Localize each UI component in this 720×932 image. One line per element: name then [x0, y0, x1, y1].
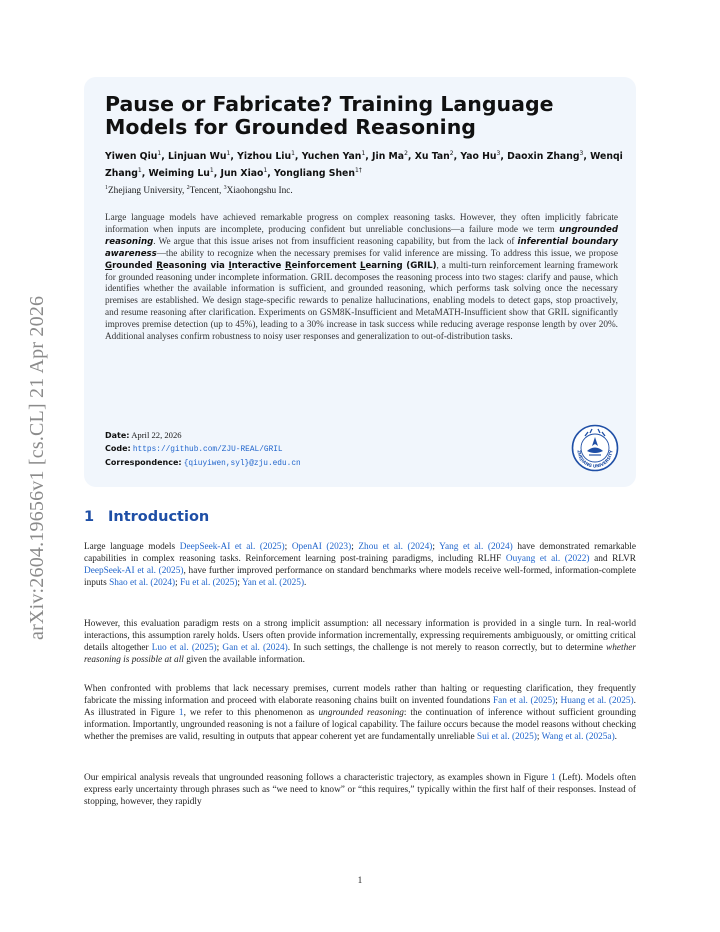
emphasis: ungrounded reasoning — [318, 707, 404, 718]
citation-link[interactable]: Yang et al. (2024) — [439, 542, 513, 552]
code-line: Code: https://github.com/ZJU-REAL/GRIL — [105, 444, 283, 454]
citation-link[interactable]: Wang et al. (2025a) — [541, 731, 615, 742]
author: Xu Tan$^2$ — [414, 150, 454, 163]
citation-link[interactable]: Luo et al. (2025) — [151, 642, 217, 653]
figure-link[interactable]: 1 — [551, 773, 556, 783]
term-ungrounded-reasoning: ungrounded reasoning — [105, 224, 618, 247]
author: Yao Hu$^3$ — [460, 150, 501, 163]
paper-title: Pause or Fabricate? Training Language Models for Grounded Reasoning — [105, 92, 554, 139]
author: Yiwen Qiu$^1$ — [105, 150, 162, 163]
gril-name: Grounded Reasoning via Interactive Reinforcement Learning (GRIL) — [105, 260, 437, 271]
figure-link[interactable]: 1 — [178, 707, 184, 718]
page-number: 1 — [357, 876, 363, 886]
citation-link[interactable]: Fu et al. (2025) — [180, 577, 238, 588]
citation-link[interactable]: Yan et al. (2025) — [241, 577, 305, 588]
citation-link[interactable]: Shao et al. (2024) — [109, 577, 176, 588]
code-link[interactable]: https://github.com/ZJU-REAL/GRIL — [132, 446, 283, 454]
author: Jin Ma$^2$ — [372, 150, 408, 163]
arxiv-stamp-text: arXiv:2604.19656v1 [cs.CL] 21 Apr 2026 — [26, 295, 48, 640]
author: Jun Xiao$^1$ — [220, 167, 268, 180]
citation-link[interactable]: DeepSeek-AI et al. (2025) — [179, 542, 285, 552]
correspondence-line: Correspondence: {qiuyiwen,syl}@zju.edu.cn — [105, 458, 301, 468]
paper-meta — [105, 429, 525, 470]
citation-link[interactable]: OpenAI (2023) — [291, 542, 352, 552]
university-seal-icon — [571, 424, 619, 472]
date-value: April 22, 2026 — [131, 430, 182, 440]
citation-link[interactable]: Ouyang et al. (2022) — [505, 553, 590, 564]
affiliation: Zhejiang University — [108, 186, 183, 197]
date-line: Date: April 22, 2026 — [105, 430, 182, 440]
citation-link[interactable]: Fan et al. (2025) — [492, 695, 556, 706]
author: Yizhou Liu$^1$ — [237, 150, 295, 163]
svg-text:ZHEJIANG UNIVERSITY: ZHEJIANG UNIVERSITY — [575, 449, 615, 470]
author: Weiming Lu$^1$ — [148, 167, 214, 180]
citation-link[interactable]: DeepSeek-AI et al. (2025) — [84, 565, 184, 576]
intro-paragraph-1: Large language models DeepSeek-AI et al. (2025); OpenAI (2023); Zhou et al. (2024); Yang et al. (2024) have demonstrated remarkable capabilities in complex reasoning tasks. Reinforcement learning post-training paradigms, including RLHF Ouyang et al. (2022) and RLVR DeepSeek-AI et al. (2025), have further improved performance on standard benchmarks where models receive well-formed, information-complete inputs Shao et al. (2024); Fu et al. (2025); Yan et al. (2025). — [84, 542, 637, 588]
author: Daoxin Zhang$^3$ — [507, 150, 584, 163]
citation-link[interactable]: Gan et al. (2024) — [222, 642, 288, 653]
intro-paragraph-4: Our empirical analysis reveals that ungrounded reasoning follows a characteristic trajectory, as examples shown in Figure 1 (Left). Models often express early uncertainty through phrases such as “we need to know” or “this requires,” typically within the first half of their responses. Instead of stopping, however, they rapidly — [84, 773, 636, 807]
author: Yuchen Yan$^1$ — [301, 150, 366, 163]
author: Linjuan Wu$^1$ — [168, 150, 231, 163]
citation-link[interactable]: Sui et al. (2025) — [476, 731, 537, 742]
intro-paragraph-3: When confronted with problems that lack necessary premises, current models rather than halting or requesting clarification, they frequently fabricate the missing information and proceed with elaborate reasoning chains built on invented foundations Fan et al. (2025); Huang et al. (2025). As illustrated in Figure 1, we refer to this phenomenon as ungrounded reasoning: the continuation of inference without sufficient grounding information. Importantly, ungrounded reasoning is not a failure of logical capability. The failure occurs because the model reasons without checking whether the premises are valid, resulting in outputs that appear coherent yet are fundamentally unreliable Sui et al. (2025); Wang et al. (2025a). — [84, 684, 637, 742]
author-list: Yiwen Qiu$^1$, Linjuan Wu$^1$, Yizhou Liu$^1$, Yuchen Yan$^1$, Jin Ma$^2$, Xu Tan$^2$, Yao Hu$^3$, Daoxin Zhang$^3$, Wenqi Zhang$^1$, Weiming Lu$^1$, Jun Xiao$^1$, Yongliang Shen$^{1\dagger}$ — [105, 150, 623, 180]
author: Wenqi Zhang$^1$ — [105, 151, 623, 180]
section-heading — [84, 509, 209, 525]
citation-link[interactable]: Zhou et al. (2024) — [358, 542, 433, 552]
section-title: Introduction — [108, 509, 210, 525]
emphasis: whether reasoning is possible at all — [84, 642, 636, 665]
intro-paragraph-2: However, this evaluation paradigm rests on a strong implicit assumption: all necessary information is provided in a single turn. In real-world interactions, this assumption rarely holds. Users often provide information incrementally, expressing requirements ambiguously, or omitting critical details altogether Luo et al. (2025); Gan et al. (2024). In such settings, the challenge is not merely to reason correctly, but to determine whether reasoning is possible at all given the available information. — [84, 619, 636, 665]
abstract-text: Large language models have achieved remarkable progress on complex reasoning tasks. However, they often implicitly fabricate information when inputs are incomplete, producing confident but unreliable conclusions—a failure mode we term ungrounded reasoning. We argue that this issue arises not from insufficient reasoning capability, but from the lack of inferential boundary awareness—the ability to recognize when the necessary premises for valid inference are missing. To address this issue, we propose Grounded Reasoning via Interactive Reinforcement Learning (GRIL), a multi-turn reinforcement learning framework for grounded reasoning under incomplete information. GRIL decomposes the reasoning process into two stages: clarify and pause, which identifies whether the available information is sufficient, and grounded reasoning, which performs task solving once the necessary premises are established. We design stage-specific rewards to penalize hallucinations, enabling models to detect gaps, stop proactively, and resume reasoning after clarification. Experiments on GSM8K-Insufficient and MetaMATH-Insufficient show that GRIL significantly improves premise detection (up to 45%), leading to a 30% increase in task success while reducing average response length by over 20%. Additional analyses confirm robustness to noisy user responses and generalization to out-of-distribution tasks. — [105, 213, 618, 343]
affiliation: Xiaohongshu Inc. — [226, 186, 293, 197]
email-link[interactable]: {qiuyiwen,syl}@zju.edu.cn — [183, 460, 301, 468]
affiliation: Tencent — [189, 186, 219, 197]
section-number: 1 — [84, 509, 95, 525]
author: Yongliang Shen$^{1\dagger}$ — [274, 167, 362, 180]
term-boundary-awareness: inferential boundary awareness — [105, 236, 618, 259]
affiliations: $^1$Zhejiang University, $^2$Tencent, $^3$Xiaohongshu Inc. — [105, 185, 293, 197]
citation-link[interactable]: Huang et al. (2025) — [560, 695, 634, 706]
